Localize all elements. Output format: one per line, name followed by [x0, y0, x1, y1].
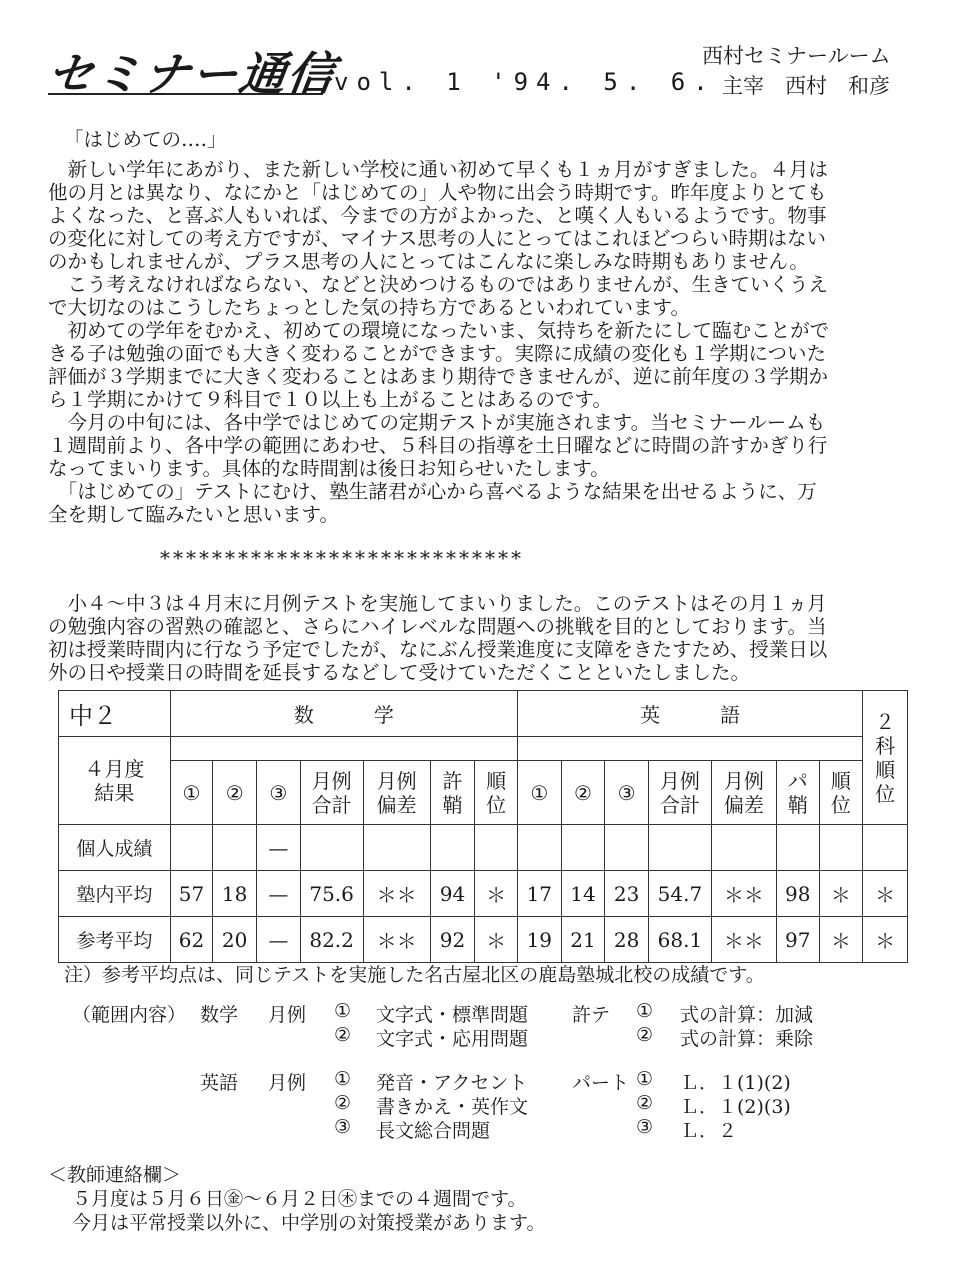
range-num: ①	[334, 1068, 352, 1090]
separator: ****************************	[160, 546, 524, 570]
table-cell: ＊	[475, 917, 518, 963]
table-cell: ＊	[863, 871, 908, 917]
table-cell: 75.6	[300, 871, 363, 917]
table-cell: 18	[213, 871, 257, 917]
table-cell: 17	[517, 871, 561, 917]
table-cell	[213, 825, 257, 871]
table-cell	[475, 825, 518, 871]
eng-col-dev	[711, 761, 776, 825]
intro-line: 全を期して臨みたいと思います。	[48, 503, 339, 526]
table-cell: 57	[170, 871, 213, 917]
test-line: の勉強内容の習熟の確認と、さらにハイレベルな問題への挑戦を目的としております。当	[48, 615, 827, 638]
range-item: 式の計算：乗除	[680, 1028, 814, 1050]
eng-col-total-l1: 月例	[659, 768, 700, 793]
range-math-monthly: 月例	[268, 1004, 307, 1026]
intro-line: 「はじめての」テストにむけ、塾生諸君が心から喜べるような結果を出せるように、万	[48, 480, 817, 503]
table-cell: 62	[170, 917, 213, 963]
intro-line: の変化に対しての考え方ですが、マイナス思考の人にとってはこれほどつらい時期はない	[48, 227, 827, 250]
range-num: ③	[334, 1116, 352, 1138]
row-label: 参考平均	[59, 917, 171, 963]
test-line: 初は授業時間内に行なう予定でしたが、なにぶん授業進度に支障をきたすため、授業日以	[48, 638, 828, 661]
math-col-rank-l1: 順	[486, 768, 507, 793]
eng-col-pa	[776, 761, 819, 825]
table-row	[59, 871, 908, 917]
english-subheader-gap	[517, 737, 862, 761]
newsletter-title: セミナー通信	[43, 47, 340, 101]
title-underline	[48, 93, 323, 95]
table-cell	[819, 825, 863, 871]
range-english-part: パート	[572, 1072, 630, 1094]
score-table	[58, 690, 908, 963]
rank2-header	[863, 691, 908, 825]
volume-date: vol. 1 '94. 5. 6.	[334, 68, 716, 96]
table-cell: ＊＊	[711, 917, 776, 963]
range-item: 長文総合問題	[376, 1120, 491, 1142]
test-line: 小４～中３は４月末に月例テストを実施してまいりました。このテストはその月１ヵ月	[48, 592, 827, 615]
intro-paragraphs	[48, 158, 829, 526]
eng-col-dev-l1: 月例	[723, 768, 764, 793]
intro-line: １週間前より、各中学の範囲にあわせ、５科目の指導を土日曜などに時間の許すかぎり行	[48, 434, 828, 457]
range-item: 書きかえ・英作文	[376, 1096, 529, 1118]
table-row	[59, 825, 908, 871]
intro-heading: 「はじめての‥‥」	[64, 128, 227, 151]
intro-line: 今月の中旬には、各中学ではじめての定期テストが実施されます。当セミナールームも	[48, 411, 826, 434]
math-col-dev	[363, 761, 430, 825]
range-item: 式の計算：加減	[680, 1004, 814, 1026]
table-cell: ＊＊	[363, 917, 430, 963]
table-cell: ＊	[819, 917, 863, 963]
intro-line: 他の月とは異なり、なにかと「はじめての」人や物に出会う時期です。昨年度よりとても	[48, 181, 827, 204]
table-cell	[363, 825, 430, 871]
eng-col-q2: ②	[561, 761, 605, 825]
period-cell	[59, 737, 171, 825]
intro-line: 評価が３学期までに大きく変わることはあまり期待できませんが、逆に前年度の３学期か	[48, 365, 829, 388]
table-cell: —	[256, 825, 300, 871]
teacher-notes-title: ＜教師連絡欄＞	[48, 1164, 182, 1186]
range-math-kite: 許テ	[572, 1004, 611, 1026]
range-num: ①	[636, 1000, 654, 1022]
table-cell: 97	[776, 917, 819, 963]
table-cell: 14	[561, 871, 605, 917]
math-header: 数 学	[170, 691, 517, 737]
table-cell: ＊	[475, 871, 518, 917]
period-line1: ４月度	[84, 756, 145, 781]
range-english-subject: 英語	[200, 1072, 239, 1094]
table-cell: ＊	[819, 871, 863, 917]
math-col-rank-l2: 位	[486, 792, 507, 817]
row-label: 塾内平均	[59, 871, 171, 917]
table-cell	[605, 825, 649, 871]
eng-col-rank-l2: 位	[830, 792, 851, 817]
math-col-ki	[430, 761, 475, 825]
intro-line: こう考えなければならない、などと決めつけるものではありませんが、生きていくうえ	[48, 273, 829, 296]
table-cell	[863, 825, 908, 871]
math-col-q1: ①	[170, 761, 213, 825]
eng-col-rank	[819, 761, 863, 825]
table-cell: —	[256, 871, 300, 917]
test-line: 外の日や授業日の時間を延長するなどして受けていただくことといたしました。	[48, 661, 751, 684]
table-cell: 28	[605, 917, 649, 963]
table-cell	[648, 825, 711, 871]
table-cell	[711, 825, 776, 871]
range-english-monthly: 月例	[268, 1072, 307, 1094]
table-cell: 54.7	[648, 871, 711, 917]
math-col-rank	[475, 761, 518, 825]
grade-label: 中２	[59, 691, 171, 737]
range-math-subject: 数学	[200, 1004, 239, 1026]
table-cell: ＊	[863, 917, 908, 963]
math-col-ki-l2: 鞘	[442, 792, 463, 817]
table-cell	[561, 825, 605, 871]
teacher-note: 今月は平常授業以外に、中学別の対策授業があります。	[72, 1212, 546, 1234]
table-cell: 92	[430, 917, 475, 963]
range-num: ②	[334, 1092, 352, 1114]
table-cell: 94	[430, 871, 475, 917]
editor-name: 主宰 西村 和彦	[722, 74, 890, 98]
period-line2: 結果	[94, 780, 135, 805]
range-item: 発音・アクセント	[376, 1072, 528, 1094]
table-cell: ＊＊	[363, 871, 430, 917]
eng-col-q1: ①	[517, 761, 561, 825]
math-col-ki-l1: 許	[442, 768, 463, 793]
math-col-dev-l2: 偏差	[376, 792, 417, 817]
math-col-total	[300, 761, 363, 825]
math-col-total-l1: 月例	[311, 768, 352, 793]
table-cell: —	[256, 917, 300, 963]
intro-line: なってまいります。具体的な時間割は後日お知らせいたします。	[48, 457, 610, 480]
teacher-note: ５月度は５月６日㊎～６月２日㊍までの４週間です。	[72, 1188, 527, 1210]
table-cell: 21	[561, 917, 605, 963]
table-cell: 68.1	[648, 917, 711, 963]
range-num: ②	[334, 1024, 352, 1046]
range-label: （範囲内容）	[72, 1004, 187, 1026]
range-num: ②	[636, 1024, 654, 1046]
table-cell	[300, 825, 363, 871]
intro-line: 新しい学年にあがり、また新しい学校に通い初めて早くも１ヵ月がすぎました。４月は	[48, 158, 829, 181]
range-num: ①	[636, 1068, 654, 1090]
eng-col-dev-l2: 偏差	[723, 792, 764, 817]
eng-col-total	[648, 761, 711, 825]
intro-line: で大切なのはこうしたちょっとした気の持ち方であるといわれています。	[48, 296, 690, 319]
math-col-q2: ②	[213, 761, 257, 825]
table-row	[59, 917, 908, 963]
rank2-header-text: ２科順位	[875, 709, 896, 806]
math-col-total-l2: 合計	[311, 792, 352, 817]
table-cell: 82.2	[300, 917, 363, 963]
test-paragraph	[48, 592, 827, 684]
range-num: ②	[636, 1092, 654, 1114]
eng-col-rank-l1: 順	[830, 768, 851, 793]
table-cell	[517, 825, 561, 871]
math-col-dev-l1: 月例	[376, 768, 417, 793]
table-cell	[170, 825, 213, 871]
eng-col-total-l2: 合計	[659, 792, 700, 817]
range-item: 文字式・標準問題	[376, 1004, 529, 1026]
range-item: Ｌ．１(1)(2)	[680, 1072, 791, 1094]
range-item: 文字式・応用問題	[376, 1028, 529, 1050]
range-item: Ｌ．２	[680, 1120, 738, 1142]
english-header: 英 語	[517, 691, 862, 737]
table-cell	[776, 825, 819, 871]
organization-name: 西村セミナールーム	[702, 44, 891, 68]
range-num: ①	[334, 1000, 352, 1022]
eng-col-q3: ③	[605, 761, 649, 825]
range-num: ③	[636, 1116, 654, 1138]
range-item: Ｌ．１(2)(3)	[680, 1096, 791, 1118]
row-label: 個人成績	[59, 825, 171, 871]
table-cell	[430, 825, 475, 871]
intro-line: 初めての学年をむかえ、初めての環境になったいま、気持ちを新たにして臨むことがで	[48, 319, 830, 342]
intro-line: のかもしれませんが、プラス思考の人にとってはこんなに楽しみな時期もありません。	[48, 250, 809, 273]
table-cell: 19	[517, 917, 561, 963]
math-subheader-gap	[170, 737, 517, 761]
table-cell: ＊＊	[711, 871, 776, 917]
table-cell: 20	[213, 917, 257, 963]
table-cell: 98	[776, 871, 819, 917]
table-note: 注）参考平均点は、同じテストを実施した名古屋北区の鹿島塾城北校の成績です。	[64, 964, 765, 986]
intro-line: よくなった、と喜ぶ人もいれば、今までの方がよかった、と嘆く人もいるようです。物事	[48, 204, 827, 227]
intro-line: きる子は勉強の面でも大きく変わることができます。実際に成績の変化も１学期についた	[48, 342, 827, 365]
table-cell: 23	[605, 871, 649, 917]
eng-col-pa-l2: 鞘	[787, 792, 808, 817]
eng-col-pa-l1: パ	[787, 768, 808, 793]
math-col-q3: ③	[256, 761, 300, 825]
intro-line: ら１学期にかけて９科目で１０以上も上がることはあるのです。	[48, 388, 612, 411]
